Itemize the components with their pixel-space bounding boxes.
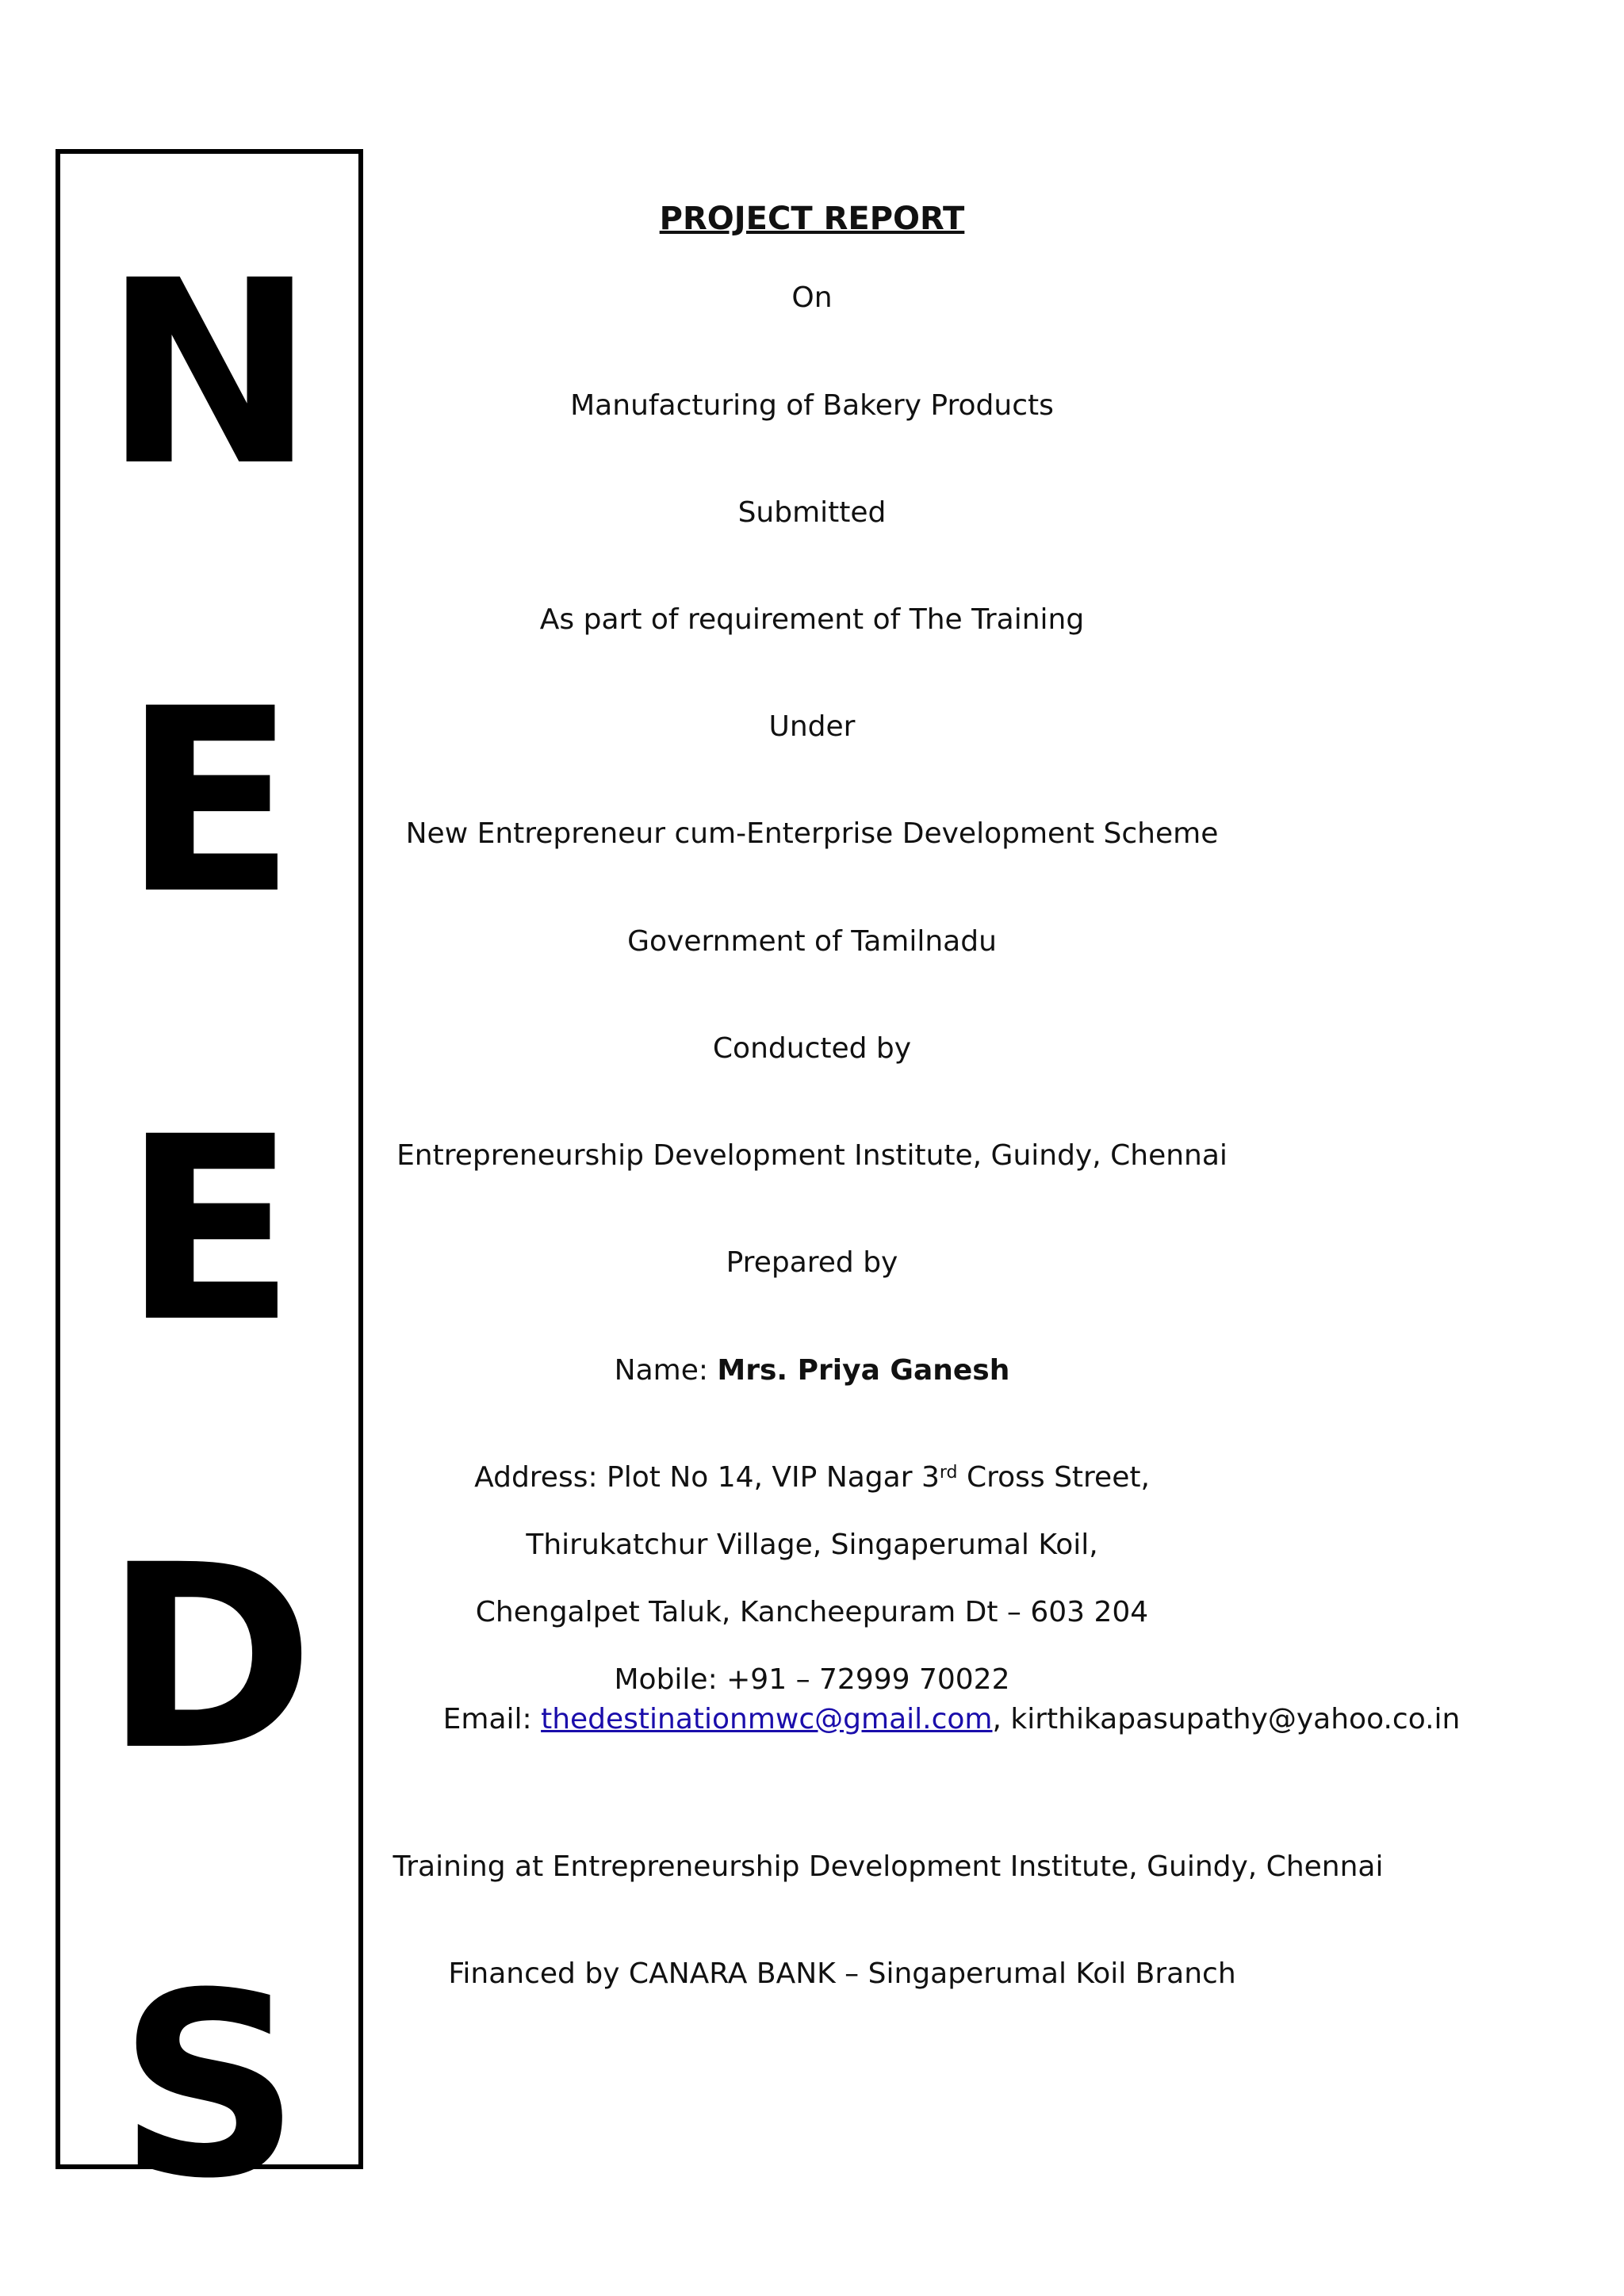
needs-letter-s: S <box>117 1939 301 2234</box>
name-value: Mrs. Priya Ganesh <box>717 1354 1010 1387</box>
report-conducted-by: Conducted by <box>712 1032 912 1065</box>
address-line-1-sup: rd <box>939 1463 958 1483</box>
report-subject: Manufacturing of Bakery Products <box>570 389 1054 422</box>
report-under: Under <box>768 710 856 743</box>
address-line-1-pre: Address: Plot No 14, VIP Nagar 3 <box>474 1461 940 1494</box>
address-line-2: Thirukatchur Village, Singaperumal Koil, <box>526 1529 1098 1561</box>
report-scheme: New Entrepreneur cum-Enterprise Development Scheme <box>405 817 1219 850</box>
address-line-3: Chengalpet Taluk, Kancheepuram Dt – 603 204 <box>475 1596 1149 1628</box>
needs-letter-d: D <box>104 1511 315 1806</box>
needs-letter-e1: E <box>122 655 297 950</box>
email-line-wrapper <box>0 1702 1624 1737</box>
name-label: Name: <box>614 1354 718 1387</box>
email-label: Email: <box>442 1703 542 1735</box>
report-institute: Entrepreneurship Development Institute, Guindy, Chennai <box>396 1139 1228 1172</box>
email-rest: , kirthikapasupathy@yahoo.co.in <box>992 1703 1461 1735</box>
report-prepared-by: Prepared by <box>726 1246 898 1279</box>
report-name <box>0 1353 1624 1388</box>
report-submitted: Submitted <box>737 496 887 529</box>
report-title: PROJECT REPORT <box>659 201 965 237</box>
report-on: On <box>791 281 833 314</box>
address-line-1-post: Cross Street, <box>957 1461 1150 1494</box>
report-requirement: As part of requirement of The Training <box>539 603 1085 636</box>
address-line-1 <box>0 1460 1624 1495</box>
needs-letter-e2: E <box>122 1083 297 1378</box>
training-line: Training at Entrepreneurship Development Institute, Guindy, Chennai <box>393 1850 1384 1883</box>
financed-line: Financed by CANARA BANK – Singaperumal Koil Branch <box>448 1957 1236 1990</box>
email-primary-link[interactable]: thedestinationmwc@gmail.com <box>541 1703 993 1735</box>
report-government: Government of Tamilnadu <box>627 925 997 958</box>
needs-letter-n: N <box>103 227 316 522</box>
mobile-line: Mobile: +91 – 72999 70022 <box>614 1663 1010 1696</box>
